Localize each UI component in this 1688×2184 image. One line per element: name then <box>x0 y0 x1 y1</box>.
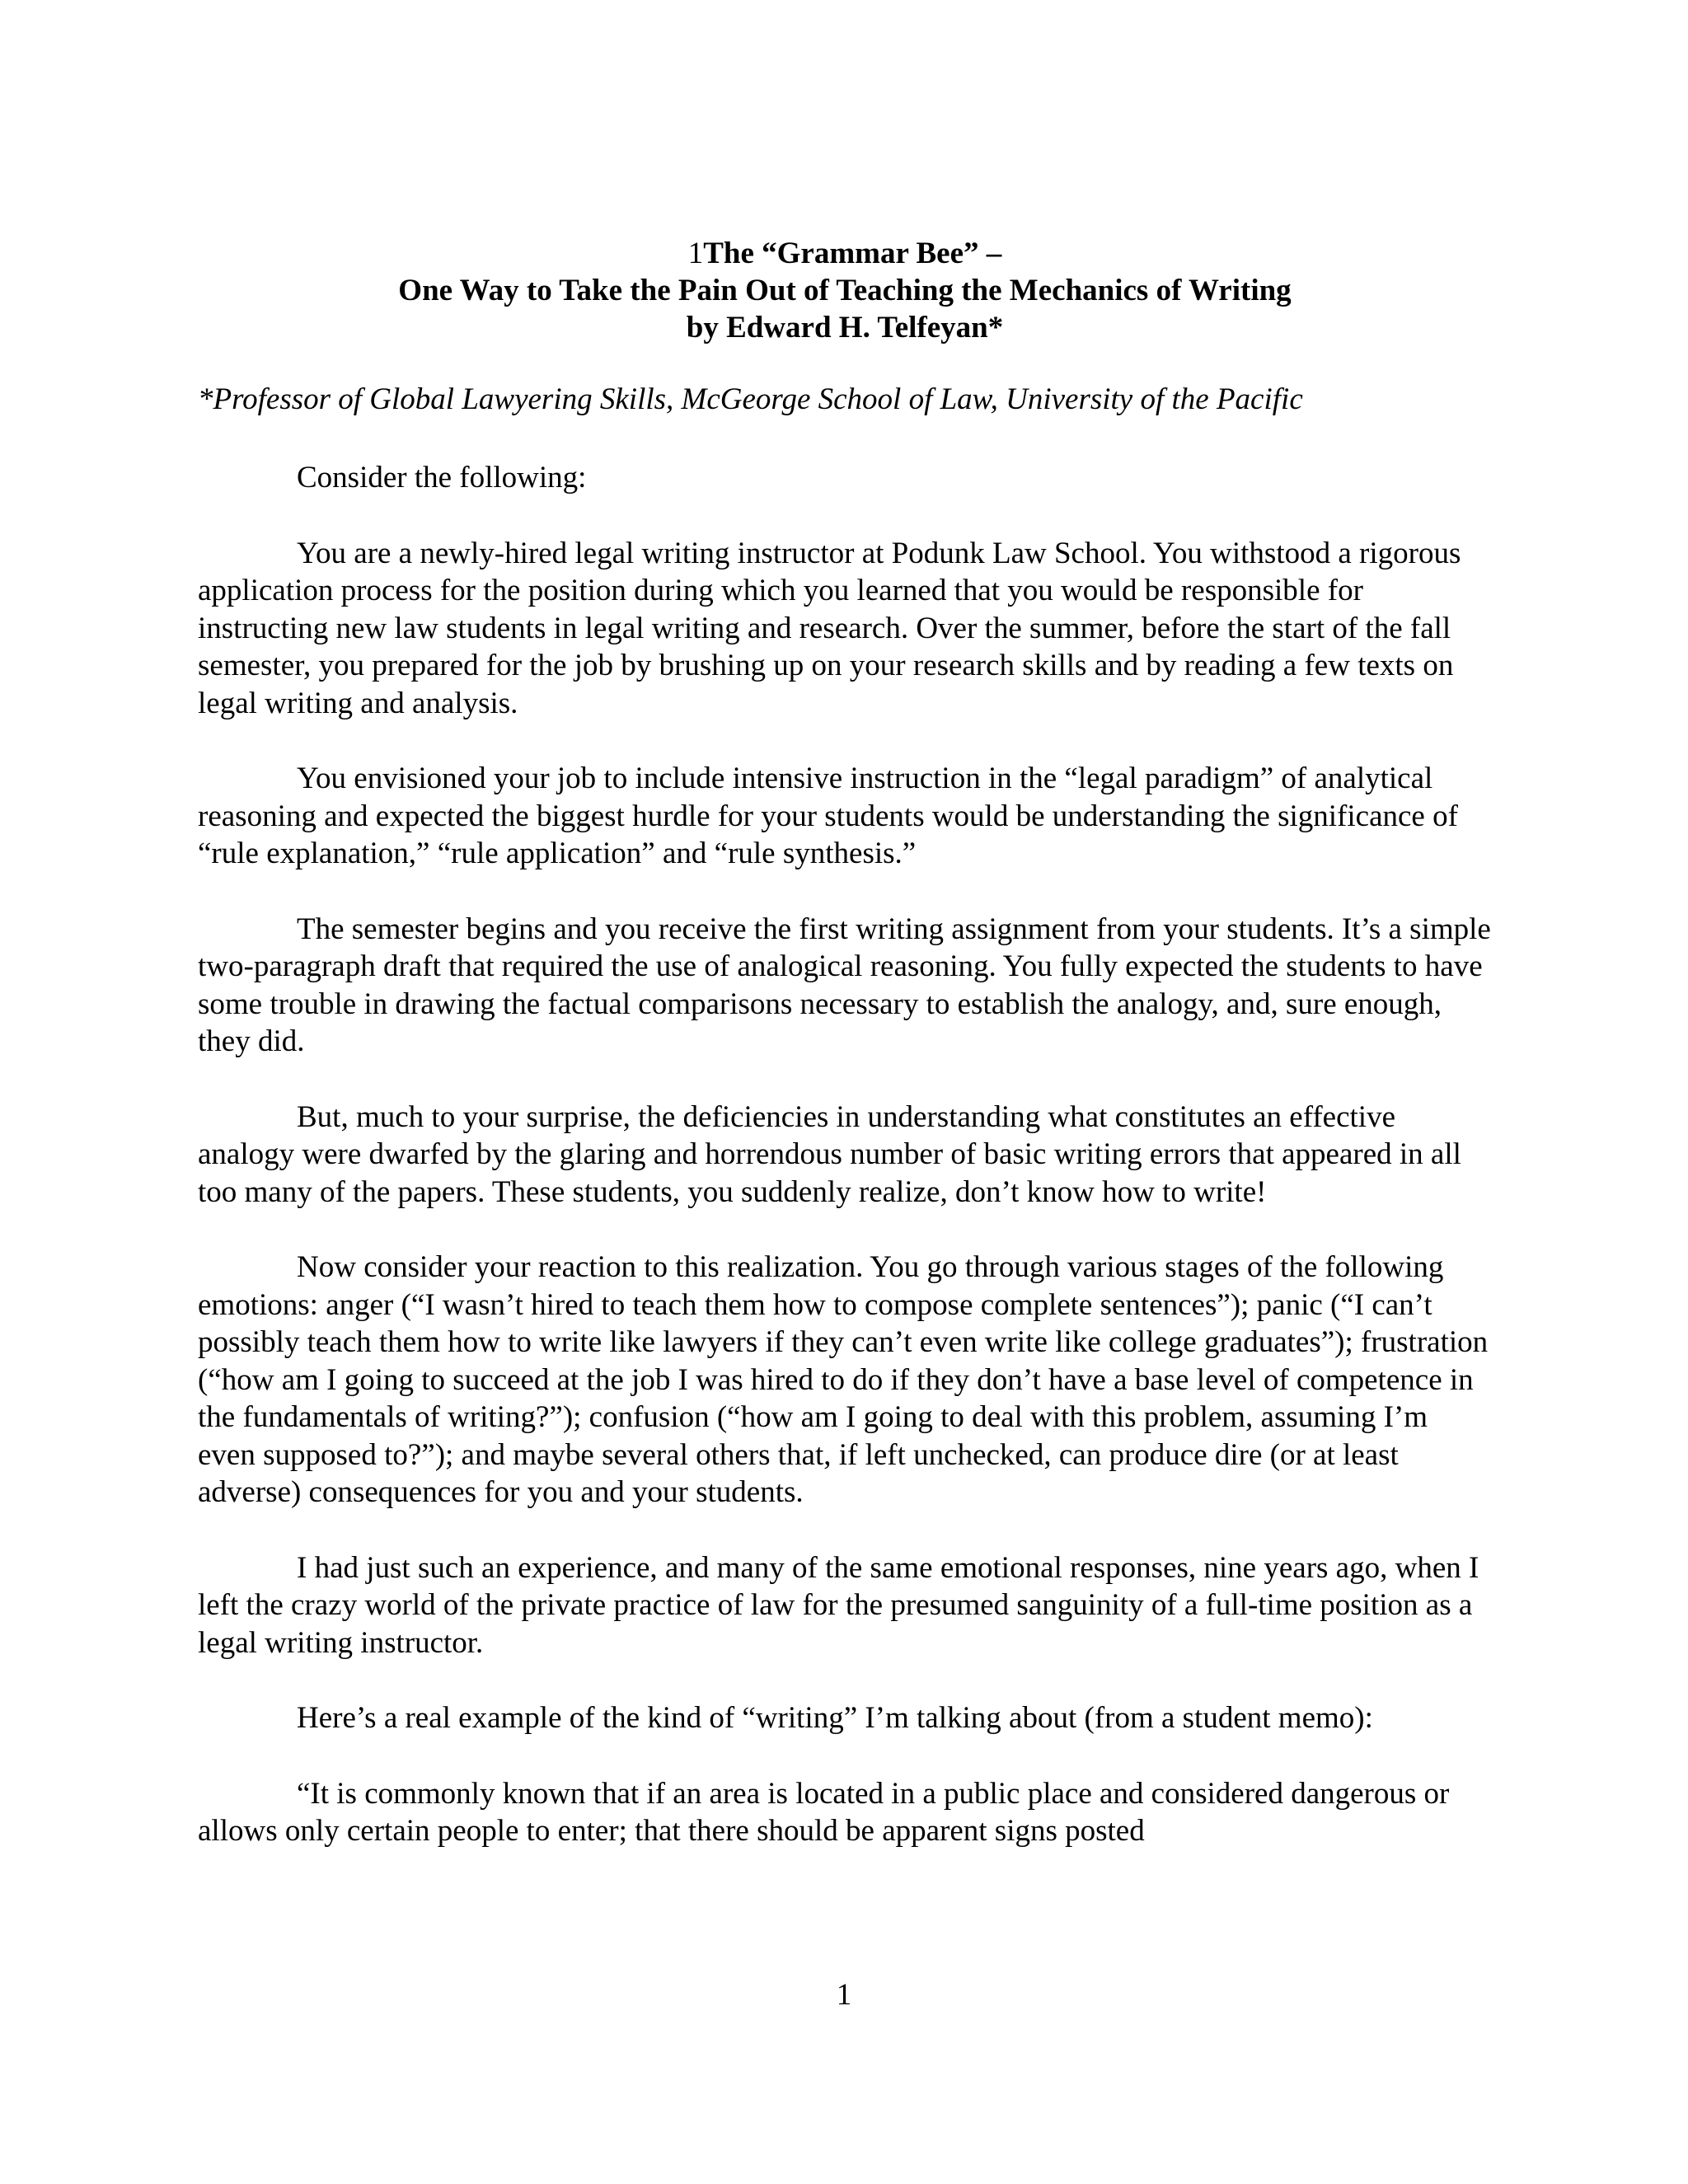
author-byline: by Edward H. Telfeyan* <box>686 311 1004 344</box>
title-line-1 <box>198 235 1492 272</box>
paragraph: Now consider your reaction to this realization. You go through various stages of the following emotions: anger (“I wasn’t hired to teach them how to compose complete sentences”); panic (“I can’t possibly teach them how to write like lawyers if they can’t even write like college graduates”); frustration (“how am I going to succeed at the job I was hired to do if they don’t have a base level of competence in the fundamentals of writing?”); confusion (“how am I going to deal with this problem, assuming I’m even supposed to?”); and maybe several others that, if left unchecked, can produce dire (or at least adverse) consequences for you and your students. <box>198 1250 1489 1509</box>
paragraph: Consider the following: <box>297 461 587 494</box>
title-block <box>198 235 1492 346</box>
title-number: 1 <box>687 237 704 270</box>
paragraph: “It is commonly known that if an area is located in a public place and considered dangerous or allows only certain people to enter; that there should be apparent signs posted <box>198 1776 1450 1848</box>
paragraph: The semester begins and you receive the first writing assignment from your students. It’s a simple two-paragraph draft that required the use of analogical reasoning. You fully expected the students to have some trouble in drawing the factual comparisons necessary to establish the analogy, and, sure enough, they did. <box>198 912 1491 1058</box>
document-body <box>198 235 1492 1850</box>
page-number: 1 <box>836 1978 852 2012</box>
paragraph: But, much to your surprise, the deficiencies in understanding what constitutes an effective analogy were dwarfed by the glaring and horrendous number of basic writing errors that appeared in all too many of the papers. These students, you suddenly realize, don’t know how to write! <box>198 1099 1461 1209</box>
paragraph: Here’s a real example of the kind of “writing” I’m talking about (from a student memo): <box>297 1701 1373 1735</box>
title-line-2: One Way to Take the Pain Out of Teaching the Mechanics of Writing <box>398 274 1292 307</box>
paragraph: You are a newly-hired legal writing instructor at Podunk Law School. You withstood a rigorous application process for the position during which you learned that you would be responsible for instructing new law students in legal writing and research. Over the summer, before the start of the fall semester, you prepared for the job by brushing up on your research skills and by reading a few texts on legal writing and analysis. <box>198 536 1461 720</box>
author-affiliation: *Professor of Global Lawyering Skills, McGeorge School of Law, University of the Pacific <box>198 382 1303 416</box>
paragraph: I had just such an experience, and many of the same emotional responses, nine years ago, when I left the crazy world of the private practice of law for the presumed sanguinity of a full-time position as a legal writing instructor. <box>198 1550 1479 1660</box>
title-text: The “Grammar Bee” – <box>703 237 1002 270</box>
paragraph: You envisioned your job to include intensive instruction in the “legal paradigm” of analytical reasoning and expected the biggest hurdle for your students would be understanding the significance of “rule explanation,” “rule application” and “rule synthesis.” <box>198 762 1458 870</box>
